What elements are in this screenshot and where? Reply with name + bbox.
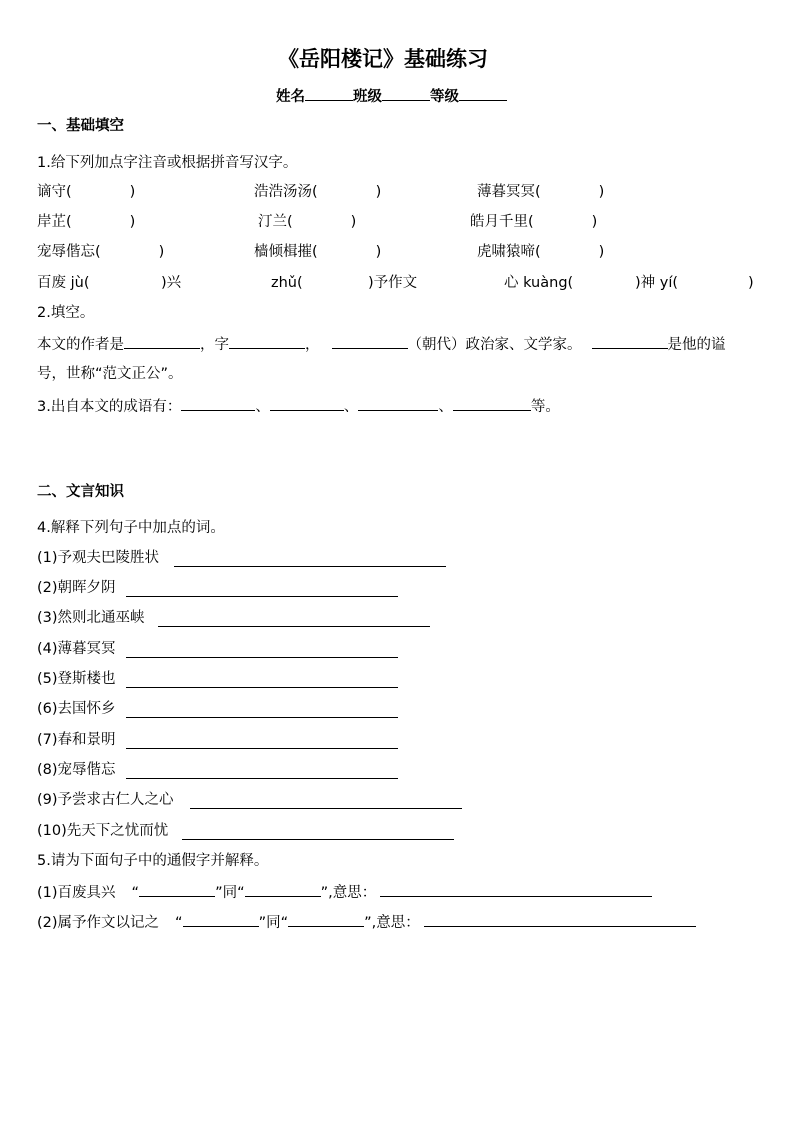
variant-char-blank[interactable] [139, 881, 215, 897]
q1-pinyin-part: )兴 [161, 275, 182, 291]
q1-item[interactable]: 皓月千里( ) [470, 214, 598, 230]
q2-text: 是他的谥 [667, 337, 726, 353]
q2-text: ，字 [200, 337, 229, 353]
q5-same: ”同“ [215, 885, 245, 901]
grade-label: 等级 [430, 89, 459, 105]
q2-text: ， [305, 337, 320, 353]
q1-item[interactable]: 樯倾楫摧( ) [254, 244, 382, 260]
q5-prompt: 5.请为下面句子中的通假字并解释。 [37, 853, 269, 869]
q1-prompt: 1.给下列加点字注音或根据拼音写汉字。 [37, 155, 298, 171]
q5-meaning: ”,意思： [320, 885, 377, 901]
answer-line[interactable] [174, 566, 446, 567]
student-info-line [276, 85, 507, 107]
answer-line[interactable] [126, 778, 398, 779]
q1-pinyin-part[interactable]: 百废 jù( [37, 275, 90, 291]
q1-pinyin-part[interactable]: zhǔ( [271, 275, 303, 291]
answer-line[interactable] [190, 808, 462, 809]
q5-label: (2)属予作文以记之 [37, 915, 160, 931]
q4-item: (9)予尝求古仁人之心 [37, 792, 174, 808]
grade-field[interactable] [459, 85, 507, 101]
q2-line2: 号，世称“范文正公”。 [37, 366, 183, 382]
q4-item: (3)然则北通巫峡 [37, 610, 145, 626]
q3-end: 等。 [530, 399, 560, 415]
original-char-blank[interactable] [245, 881, 321, 897]
q2-prompt: 2.填空。 [37, 305, 95, 321]
original-char-blank[interactable] [288, 911, 364, 927]
idiom-blank[interactable] [358, 395, 438, 411]
q1-item[interactable]: 谪守( ) [37, 184, 136, 200]
class-label: 班级 [353, 89, 382, 105]
idiom-blank[interactable] [453, 395, 531, 411]
answer-line[interactable] [126, 596, 398, 597]
q1-item[interactable]: 岸芷( ) [37, 214, 136, 230]
page-title: 《岳阳楼记》基础练习 [278, 46, 488, 71]
q2-author-blank[interactable] [124, 333, 200, 349]
q2-posthumous-blank[interactable] [592, 333, 668, 349]
q4-item: (7)春和景明 [37, 732, 116, 748]
q1-pinyin-part[interactable]: 心 kuàng( [504, 275, 574, 291]
q1-pinyin-part: )予作文 [368, 275, 418, 291]
q4-item: (8)宠辱偕忘 [37, 762, 116, 778]
q1-item[interactable]: 汀兰( ) [258, 214, 357, 230]
idiom-blank[interactable] [270, 395, 344, 411]
q1-item[interactable]: 虎啸猿啼( ) [477, 244, 605, 260]
q5-label: (1)百废具兴 [37, 885, 116, 901]
answer-line[interactable] [126, 687, 398, 688]
idiom-blank[interactable] [181, 395, 255, 411]
q3-sep: 、 [438, 399, 453, 415]
answer-line[interactable] [182, 839, 454, 840]
q5-item [37, 881, 652, 903]
q3-prompt: 3.出自本文的成语有： [37, 399, 182, 415]
q1-pinyin-part: )神 yí( [635, 275, 679, 291]
q5-same: ”同“ [258, 915, 289, 931]
q5-meaning: ”,意思： [364, 915, 420, 931]
q2-courtesy-blank[interactable] [229, 333, 305, 349]
class-field[interactable] [382, 85, 430, 101]
answer-line[interactable] [126, 717, 398, 718]
q4-item: (4)薄暮冥冥 [37, 641, 116, 657]
q1-item[interactable]: 薄暮冥冥( ) [477, 184, 605, 200]
name-label: 姓名 [276, 89, 305, 105]
q4-item: (10)先天下之忧而忧 [37, 823, 169, 839]
q2-text: （朝代）政治家、文学家。 [407, 337, 582, 353]
q5-quote: “ [175, 915, 183, 931]
q1-item[interactable]: 宠辱偕忘( ) [37, 244, 165, 260]
q3-sep: 、 [343, 399, 359, 415]
answer-line[interactable] [126, 657, 398, 658]
q4-prompt: 4.解释下列句子中加点的词。 [37, 520, 225, 536]
q3-sep: 、 [255, 399, 270, 415]
name-field[interactable] [305, 85, 353, 101]
q4-item: (5)登斯楼也 [37, 671, 116, 687]
section2-heading: 二、文言知识 [37, 484, 124, 500]
q2-line1 [37, 333, 726, 355]
q4-item: (2)朝晖夕阴 [37, 580, 116, 596]
q1-item[interactable]: 浩浩汤汤( ) [254, 184, 382, 200]
q4-item: (6)去国怀乡 [37, 701, 116, 717]
q5-item [37, 911, 696, 933]
q4-item: (1)予观夫巴陵胜状 [37, 550, 160, 566]
answer-line[interactable] [158, 626, 430, 627]
q1-pinyin-part: ) [748, 275, 754, 291]
q2-dynasty-blank[interactable] [332, 333, 408, 349]
q2-text: 本文的作者是 [37, 337, 124, 353]
variant-char-blank[interactable] [183, 911, 259, 927]
section1-heading: 一、基础填空 [37, 118, 124, 134]
meaning-blank[interactable] [380, 881, 652, 897]
answer-line[interactable] [126, 748, 398, 749]
q3-line [37, 395, 560, 417]
meaning-blank[interactable] [424, 911, 696, 927]
q5-quote: “ [131, 885, 140, 901]
